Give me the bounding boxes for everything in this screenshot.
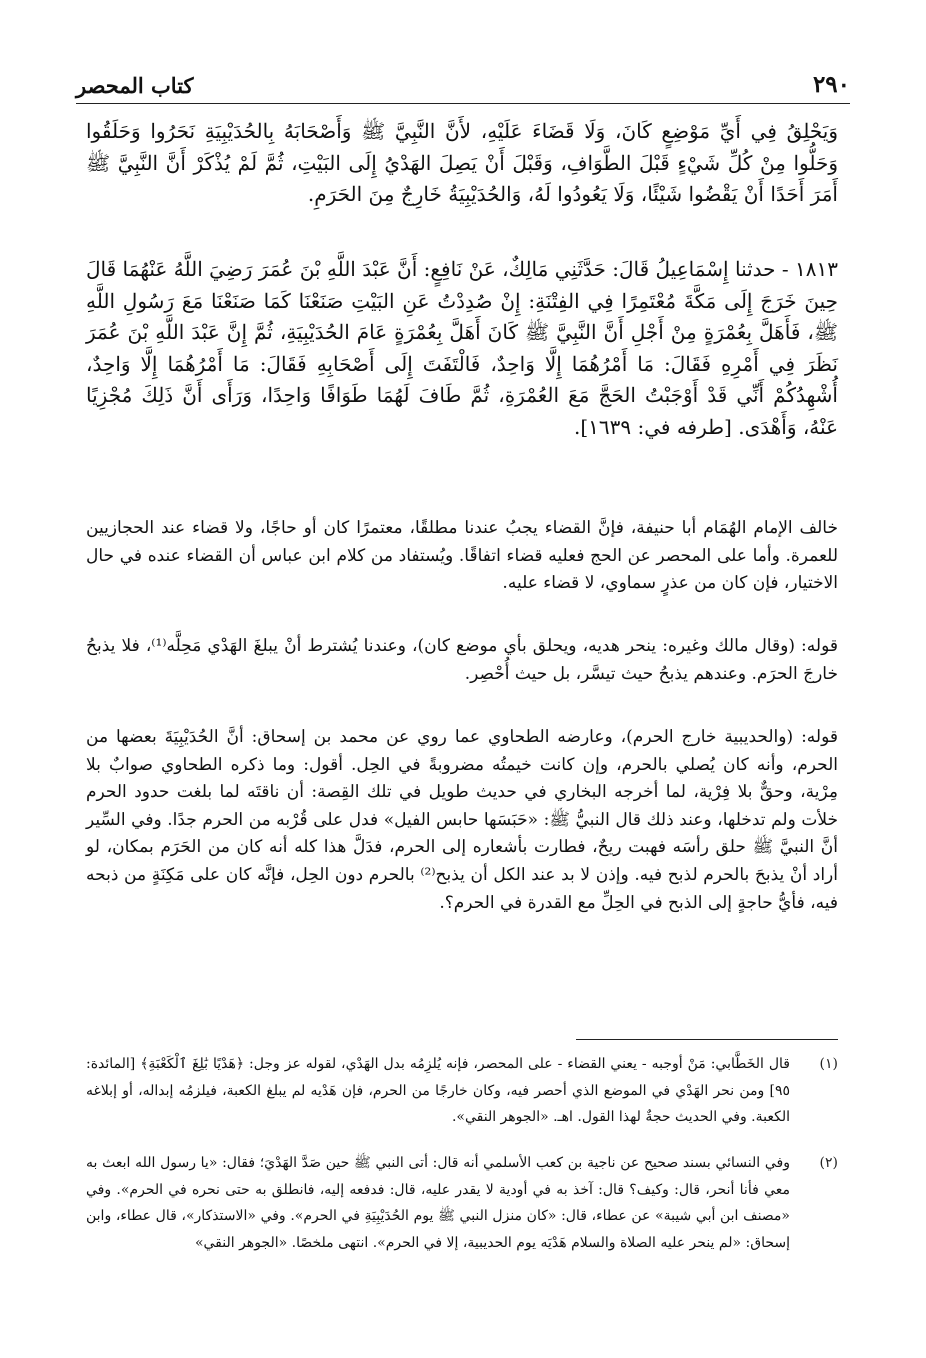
footnote-text: وفي النسائي بسند صحيح عن ناجية بن كعب الأسلمي أنه قال: أتى النبي ﷺ حين صَدَّ الهَدْيَ؛ فقال: «يا رسول الله ابعث به معي فأنا أنحر، قال: وكيف؟ قال: آخذ به في أودية لا يقدر عليه، قال: فدفعه إليه، فانطلق به حتى نحره في الحرم». وفي «مصنف ابن أبي شيبة» عن عطاء، قال: «كان منزل النبي ﷺ يوم الحُدَيْبِيَةِ في الحرم». وفي «الاستذكار»، قال عطاء، وابن إسحاق: «لم ينحر عليه الصلاة والسلام هَدْيَه يوم الحديبية، إلا في الحرم». انتهى ملخصًا. «الجوهر النقي» xyxy=(86,1155,790,1252)
footnote-divider xyxy=(576,1039,838,1040)
footnote-number: (٢) xyxy=(819,1155,838,1171)
page-number: ٢٩٠ xyxy=(812,71,850,98)
footnote-2 xyxy=(86,1150,838,1257)
commentary-paragraph-3: قوله: (والحديبية خارج الحرم)، وعارضه الطحاوي عما روي عن محمد بن إسحاق: أنَّ الحُدَيْبِيَةَ بعضها من الحرم، وأنه كان يُصلي بالحرم، وإن كانت خيمتُه مضروبةً في الحِل. أقول: وما ذكره الطحاوي صوابٌ بلا مِرْية، وحقٌّ بلا فِرْية، لما أخرجه البخاري في حديث طويل في تلك القِصة: أن ناقتَه لما بلغت حدود الحرم خلأت ولم تدخلها، وعند ذلك قال النبيُّ ﷺ: «حَبَسَها حابس الفيل» فدل على قُرْبه من الحرم جدًا. وفي السِّير أنَّ النبيَّ ﷺ حلق رأسَه فهبت ريحٌ، فطارت بأشعاره إلى الحرم، فدَلَّ هذا كله أنه كان من الحَرَم بمكان، لو أراد أنْ يذبحَ بالحرم لذبح فيه. وإذن لا بد عند الكل أن يذبح⁽²⁾ بالحرم دون الحِل، فإنَّه كان على مَكِنَةٍ من ذبحه فيه، فأيُّ حاجةٍ إلى الذبح في الحِلِّ مع القدرة في الحرم؟. xyxy=(86,727,838,913)
footnote-text: قال الخَطَّابي: مَنْ أوجبه - يعني القضاء - على المحصر، فإنه يُلزِمُه بدل الهَدْي، لقوله عز وجل: ﴿هَدْيًا بَٰلِغَ ٱلْكَعْبَةِ﴾ [المائدة: ٩٥] ومن نحر الهَدْي في الموضع الذي أحصر فيه، وكان خارجًا من الحرم، فإن هَدْيه لم يبلغ الكعبة، فيلزمُه إبداله، أو إبلاغه الكعبة. وفي الحديث حجةٌ لهذا القول. اهـ. «الجوهر النقي». xyxy=(86,1056,791,1126)
hadith-text-continuation: وَيَحْلِقُ فِي أَيِّ مَوْضِعٍ كَانَ، وَلَا قَضَاءَ عَلَيْهِ، لأَنَّ النَّبِيَّ ﷺ وَأَصْحَابَهُ بِالحُدَيْبِيَةِ نَحَرُوا وَحَلَقُوا وَحَلُّوا مِنْ كُلِّ شَيْءٍ قَبْلَ الطَّوَافِ، وَقَبْلَ أَنْ يَصِلَ الهَدْيُ إِلَى البَيْتِ، ثُمَّ لَمْ يُذْكَرْ أَنَّ النَّبِيَّ ﷺ أَمَرَ أَحَدًا أَنْ يَقْضُوا شَيْئًا، وَلَا يَعُودُوا لَهُ، وَالحُدَيْبِيَةُ خَارِجٌ مِنَ الحَرَمِ. xyxy=(86,119,838,206)
hadith-1813: ١٨١٣ - حدثنا إِسْمَاعِيلُ قَالَ: حَدَّثَنِي مَالِكٌ، عَنْ نَافِعٍ: أَنَّ عَبْدَ اللَّهِ بْنَ عُمَرَ رَضِيَ اللَّهُ عَنْهُمَا قَالَ حِينَ خَرَجَ إِلَى مَكَّةَ مُعْتَمِرًا فِي الفِتْنَةِ: إِنْ صُدِدْتُ عَنِ البَيْتِ صَنَعْنَا كَمَا صَنَعْنَا مَعَ رَسُولِ اللَّهِ ﷺ، فَأَهَلَّ بِعُمْرَةٍ مِنْ أَجْلِ أَنَّ النَّبِيَّ ﷺ كَانَ أَهَلَّ بِعُمْرَةٍ عَامَ الحُدَيْبِيَةِ، ثُمَّ إِنَّ عَبْدَ اللَّهِ بْنَ عُمَرَ نَظَرَ فِي أَمْرِهِ فَقَالَ: مَا أَمْرُهُمَا إِلَّا وَاحِدٌ، فَالْتَفَتَ إِلَى أَصْحَابِهِ فَقَالَ: مَا أَمْرُهُمَا إِلَّا وَاحِدٌ، أُشْهِدُكُمْ أَنِّي قَدْ أَوْجَبْتُ الحَجَّ مَعَ العُمْرَةِ، ثُمَّ طَافَ لَهُمَا طَوَافًا وَاحِدًا، وَرَأَى أَنَّ ذَلِكَ مُجْزِيًا عَنْهُ، وَأَهْدَى. [طرفه في: ١٦٣٩]. xyxy=(86,257,838,439)
header-divider xyxy=(76,103,850,104)
commentary-paragraph-2: قوله: (وقال مالك وغيره: ينحر هديه، ويحلق بأي موضع كان)، وعندنا يُشترط أنْ يبلغَ الهَدْي مَحِلَّه⁽¹⁾، فلا يذبحُ خارجَ الحرَم. وعندهم يذبحُ حيث تيسَّر، بل حيث أُحْصِر. xyxy=(86,636,838,684)
book-title: كتاب المحصر xyxy=(76,73,194,98)
footnote-number: (١) xyxy=(819,1056,838,1072)
footnote-1 xyxy=(86,1051,838,1131)
commentary-paragraph-1: خالف الإمام الهُمَام أبا حنيفة، فإنَّ القضاء يجبُ عندنا مطلقًا، معتمرًا كان أو حاجًا، ولا قضاء عند الحجازيين للعمرة. وأما على المحصر عن الحج فعليه قضاء اتفاقًا. ويُستفاد من كلام ابن عباس أن القضاء عنده في حال الاختيار، فإن كان من عذرٍ سماوي، لا قضاء عليه. xyxy=(86,518,838,594)
page-header xyxy=(76,62,850,98)
